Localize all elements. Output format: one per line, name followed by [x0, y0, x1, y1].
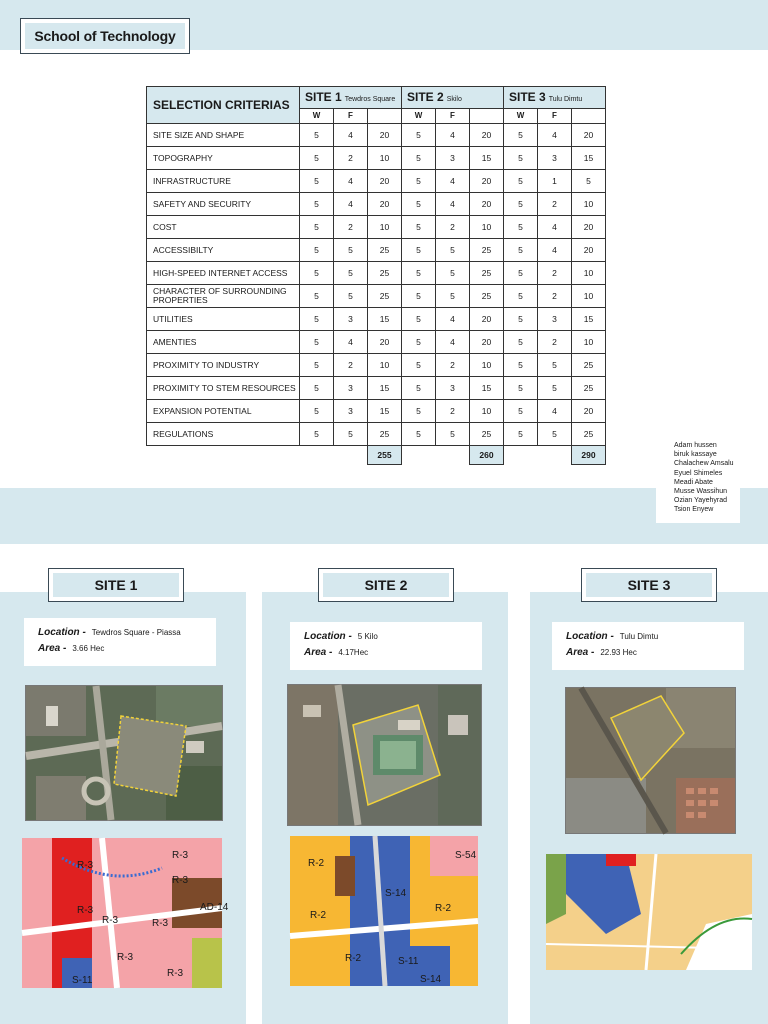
- s3-score: 25: [572, 423, 606, 446]
- s1-score: 25: [368, 239, 402, 262]
- zone-label: R-3: [167, 968, 184, 979]
- author-name: biruk kassaye: [674, 451, 717, 459]
- s2-score: 20: [470, 170, 504, 193]
- s1-score: 15: [368, 400, 402, 423]
- s1-factor: 4: [334, 331, 368, 354]
- site-3-header: SITE 3 Tulu Dimtu: [504, 87, 606, 109]
- s1-weight: 5: [300, 147, 334, 170]
- zone-label: R-3: [77, 905, 94, 916]
- area-label: Area -: [566, 646, 595, 658]
- criterion-label: CHARACTER OF SURROUNDING PROPERTIES: [147, 285, 300, 308]
- s3-score: 15: [572, 308, 606, 331]
- table-row: [147, 262, 606, 285]
- zone-label: R-3: [77, 860, 94, 871]
- title-box: [20, 18, 190, 54]
- criterion-label: INFRASTRUCTURE: [147, 170, 300, 193]
- s3-score: 20: [572, 239, 606, 262]
- s2-score: 25: [470, 285, 504, 308]
- zone-label: R-3: [117, 952, 134, 963]
- s3-weight: 5: [504, 193, 538, 216]
- s3-weight: 5: [504, 170, 538, 193]
- s1-score: 20: [368, 193, 402, 216]
- table-row: [147, 124, 606, 147]
- s3-factor: 4: [538, 216, 572, 239]
- site-2-satellite-image: [287, 684, 482, 826]
- page-title: School of Technology: [34, 28, 176, 44]
- zone-label: R-3: [102, 915, 119, 926]
- criterion-label: HIGH-SPEED INTERNET ACCESS: [147, 262, 300, 285]
- author-name: Adam hussen: [674, 442, 717, 449]
- zone-label: R-2: [310, 910, 327, 921]
- s2-score: 25: [470, 239, 504, 262]
- s2-score: 20: [470, 193, 504, 216]
- site-1-total: 255: [368, 446, 402, 465]
- site-2-header: SITE 2 Skilo: [402, 87, 504, 109]
- s1-weight: 5: [300, 331, 334, 354]
- site-3-location: Tulu Dimtu: [619, 631, 659, 641]
- table-row: [147, 147, 606, 170]
- s1-factor: 5: [334, 262, 368, 285]
- s3-factor: 2: [538, 262, 572, 285]
- s2-factor: 3: [436, 377, 470, 400]
- site-1-location: Tewdros Square - Piassa: [91, 627, 181, 637]
- site-3-title: SITE 3: [581, 568, 717, 602]
- s2-weight: 5: [402, 216, 436, 239]
- s3-factor: 1: [538, 170, 572, 193]
- criterion-label: PROXIMITY TO INDUSTRY: [147, 354, 300, 377]
- s2-weight: 5: [402, 377, 436, 400]
- s1-weight: 5: [300, 308, 334, 331]
- s3-weight: 5: [504, 400, 538, 423]
- s3-score: 15: [572, 147, 606, 170]
- s3-weight: 5: [504, 308, 538, 331]
- site-1-satellite-image: [25, 685, 223, 821]
- s2-factor: 5: [436, 239, 470, 262]
- s2-weight: 5: [402, 170, 436, 193]
- s1-factor: 4: [334, 124, 368, 147]
- zone-label: S-54: [455, 850, 477, 861]
- s2-weight: 5: [402, 354, 436, 377]
- s2-score: 25: [470, 423, 504, 446]
- s2-score: 10: [470, 354, 504, 377]
- s3-factor: 5: [538, 377, 572, 400]
- s1-score: 10: [368, 354, 402, 377]
- s2-factor: 4: [436, 170, 470, 193]
- s1-score: 15: [368, 308, 402, 331]
- s2-factor: 5: [436, 262, 470, 285]
- total-col: [470, 108, 504, 123]
- site-2-total: 260: [470, 446, 504, 465]
- s1-factor: 2: [334, 354, 368, 377]
- s1-score: 10: [368, 216, 402, 239]
- criterion-label: COST: [147, 216, 300, 239]
- table-row: [147, 216, 606, 239]
- s3-weight: 5: [504, 216, 538, 239]
- area-label: Area -: [38, 642, 67, 654]
- s1-weight: 5: [300, 377, 334, 400]
- s2-score: 10: [470, 400, 504, 423]
- zone-label: R-3: [152, 918, 169, 929]
- zone-label: S-14: [385, 888, 407, 899]
- s2-score: 10: [470, 216, 504, 239]
- s1-score: 25: [368, 285, 402, 308]
- zone-label: R-2: [345, 953, 362, 964]
- w-label: W: [300, 108, 334, 123]
- s2-score: 20: [470, 331, 504, 354]
- s1-score: 20: [368, 124, 402, 147]
- s2-factor: 3: [436, 147, 470, 170]
- s1-weight: 5: [300, 262, 334, 285]
- criterion-label: AMENTIES: [147, 331, 300, 354]
- zone-label: S-11: [72, 975, 93, 986]
- s2-factor: 2: [436, 216, 470, 239]
- s1-factor: 2: [334, 147, 368, 170]
- s1-weight: 5: [300, 216, 334, 239]
- s2-score: 20: [470, 124, 504, 147]
- s3-score: 5: [572, 170, 606, 193]
- criterion-label: ACCESSIBILTY: [147, 239, 300, 262]
- site-3-zoning-map: [546, 854, 752, 970]
- table-row: [147, 423, 606, 446]
- s3-weight: 5: [504, 423, 538, 446]
- authors-list: [656, 437, 740, 523]
- s2-weight: 5: [402, 308, 436, 331]
- zone-label: S-14: [420, 974, 442, 985]
- s1-factor: 5: [334, 423, 368, 446]
- total-col: [572, 108, 606, 123]
- s1-weight: 5: [300, 400, 334, 423]
- zone-label: S-11: [398, 956, 419, 967]
- middle-band: [0, 488, 768, 544]
- location-label: Location -: [566, 630, 614, 642]
- selection-header: SELECTION CRITERIAS: [147, 87, 300, 124]
- site-2-title: SITE 2: [318, 568, 454, 602]
- site-1-title: SITE 1: [48, 568, 184, 602]
- s3-weight: 5: [504, 124, 538, 147]
- s3-factor: 3: [538, 147, 572, 170]
- criterion-label: TOPOGRAPHY: [147, 147, 300, 170]
- s1-score: 20: [368, 170, 402, 193]
- site-2-area: 4.17Hec: [338, 647, 369, 657]
- author-name: Ozian Yayehyrad: [674, 497, 728, 505]
- s3-score: 25: [572, 354, 606, 377]
- criterion-label: SAFETY AND SECURITY: [147, 193, 300, 216]
- s3-factor: 2: [538, 193, 572, 216]
- w-label: W: [402, 108, 436, 123]
- s1-factor: 4: [334, 170, 368, 193]
- author-name: Eyuel Shimeles: [674, 469, 723, 477]
- table-row: [147, 331, 606, 354]
- site-2-zoning-map: [290, 836, 478, 986]
- s3-weight: 5: [504, 331, 538, 354]
- s3-score: 20: [572, 216, 606, 239]
- s2-factor: 4: [436, 308, 470, 331]
- s3-score: 10: [572, 262, 606, 285]
- s1-weight: 5: [300, 193, 334, 216]
- site-1-info: [24, 618, 216, 666]
- s2-weight: 5: [402, 285, 436, 308]
- w-label: W: [504, 108, 538, 123]
- s1-weight: 5: [300, 354, 334, 377]
- location-label: Location -: [38, 626, 86, 638]
- s1-score: 25: [368, 423, 402, 446]
- table-row: [147, 354, 606, 377]
- s2-factor: 5: [436, 285, 470, 308]
- s3-score: 25: [572, 377, 606, 400]
- s2-factor: 5: [436, 423, 470, 446]
- s3-factor: 2: [538, 331, 572, 354]
- table-row: [147, 377, 606, 400]
- zone-label: R-2: [435, 903, 452, 914]
- site-3-total: 290: [572, 446, 606, 465]
- s3-factor: 4: [538, 239, 572, 262]
- zone-label: AD-14: [200, 902, 229, 913]
- s2-factor: 4: [436, 124, 470, 147]
- site-1-zoning-map: [22, 838, 229, 988]
- criterion-label: REGULATIONS: [147, 423, 300, 446]
- criterion-label: PROXIMITY TO STEM RESOURCES: [147, 377, 300, 400]
- s2-weight: 5: [402, 239, 436, 262]
- s2-weight: 5: [402, 400, 436, 423]
- table-row: [147, 170, 606, 193]
- s3-weight: 5: [504, 377, 538, 400]
- s1-weight: 5: [300, 239, 334, 262]
- author-name: Tsion Enyew: [674, 506, 714, 514]
- site-1-header: SITE 1 Tewdros Square: [300, 87, 402, 109]
- s3-factor: 3: [538, 308, 572, 331]
- s2-score: 25: [470, 262, 504, 285]
- s1-factor: 5: [334, 285, 368, 308]
- s3-weight: 5: [504, 285, 538, 308]
- zone-label: R-3: [172, 850, 189, 861]
- s2-weight: 5: [402, 193, 436, 216]
- s3-score: 10: [572, 285, 606, 308]
- s1-score: 25: [368, 262, 402, 285]
- site-3-satellite-image: [565, 687, 736, 834]
- s3-score: 10: [572, 193, 606, 216]
- s3-score: 20: [572, 124, 606, 147]
- s2-factor: 2: [436, 400, 470, 423]
- s1-weight: 5: [300, 423, 334, 446]
- s2-weight: 5: [402, 331, 436, 354]
- s3-factor: 4: [538, 400, 572, 423]
- zone-label: R-2: [308, 858, 325, 869]
- s2-weight: 5: [402, 423, 436, 446]
- criterion-label: SITE SIZE AND SHAPE: [147, 124, 300, 147]
- table-row: [147, 308, 606, 331]
- s3-weight: 5: [504, 262, 538, 285]
- s1-score: 15: [368, 377, 402, 400]
- table-row: [147, 239, 606, 262]
- table-row: [147, 285, 606, 308]
- s1-factor: 4: [334, 193, 368, 216]
- s3-factor: 5: [538, 354, 572, 377]
- site-3-info: [552, 622, 744, 670]
- s2-score: 15: [470, 147, 504, 170]
- site-2-info: [290, 622, 482, 670]
- s1-score: 20: [368, 331, 402, 354]
- s1-weight: 5: [300, 124, 334, 147]
- s2-weight: 5: [402, 124, 436, 147]
- table-row: [147, 193, 606, 216]
- author-name: Chalachew Amsalu: [674, 460, 734, 468]
- s3-score: 20: [572, 400, 606, 423]
- criterion-label: UTILITIES: [147, 308, 300, 331]
- s2-weight: 5: [402, 262, 436, 285]
- zone-label: R-3: [172, 875, 189, 886]
- area-label: Area -: [304, 646, 333, 658]
- s1-score: 10: [368, 147, 402, 170]
- s1-weight: 5: [300, 285, 334, 308]
- s3-weight: 5: [504, 147, 538, 170]
- f-label: F: [334, 108, 368, 123]
- s1-factor: 3: [334, 308, 368, 331]
- total-col: [368, 108, 402, 123]
- table-row: [147, 400, 606, 423]
- f-label: F: [538, 108, 572, 123]
- site-1-area: 3.66 Hec: [72, 643, 105, 653]
- s2-weight: 5: [402, 147, 436, 170]
- s3-weight: 5: [504, 239, 538, 262]
- author-name: Meadi Abate: [674, 478, 713, 486]
- s3-factor: 2: [538, 285, 572, 308]
- s1-factor: 2: [334, 216, 368, 239]
- s3-weight: 5: [504, 354, 538, 377]
- site-3-area: 22.93 Hec: [600, 647, 637, 657]
- s1-factor: 5: [334, 239, 368, 262]
- s1-weight: 5: [300, 170, 334, 193]
- selection-criteria-table: [146, 86, 606, 465]
- author-name: Musse Wassihun: [674, 488, 728, 496]
- s3-factor: 4: [538, 124, 572, 147]
- s3-score: 10: [572, 331, 606, 354]
- site-2-location: 5 Kilo: [357, 631, 378, 641]
- s2-score: 15: [470, 377, 504, 400]
- s2-factor: 4: [436, 193, 470, 216]
- s2-score: 20: [470, 308, 504, 331]
- s1-factor: 3: [334, 400, 368, 423]
- criterion-label: EXPANSION POTENTIAL: [147, 400, 300, 423]
- s3-factor: 5: [538, 423, 572, 446]
- s2-factor: 4: [436, 331, 470, 354]
- totals-row: [147, 446, 606, 465]
- s1-factor: 3: [334, 377, 368, 400]
- f-label: F: [436, 108, 470, 123]
- s2-factor: 2: [436, 354, 470, 377]
- location-label: Location -: [304, 630, 352, 642]
